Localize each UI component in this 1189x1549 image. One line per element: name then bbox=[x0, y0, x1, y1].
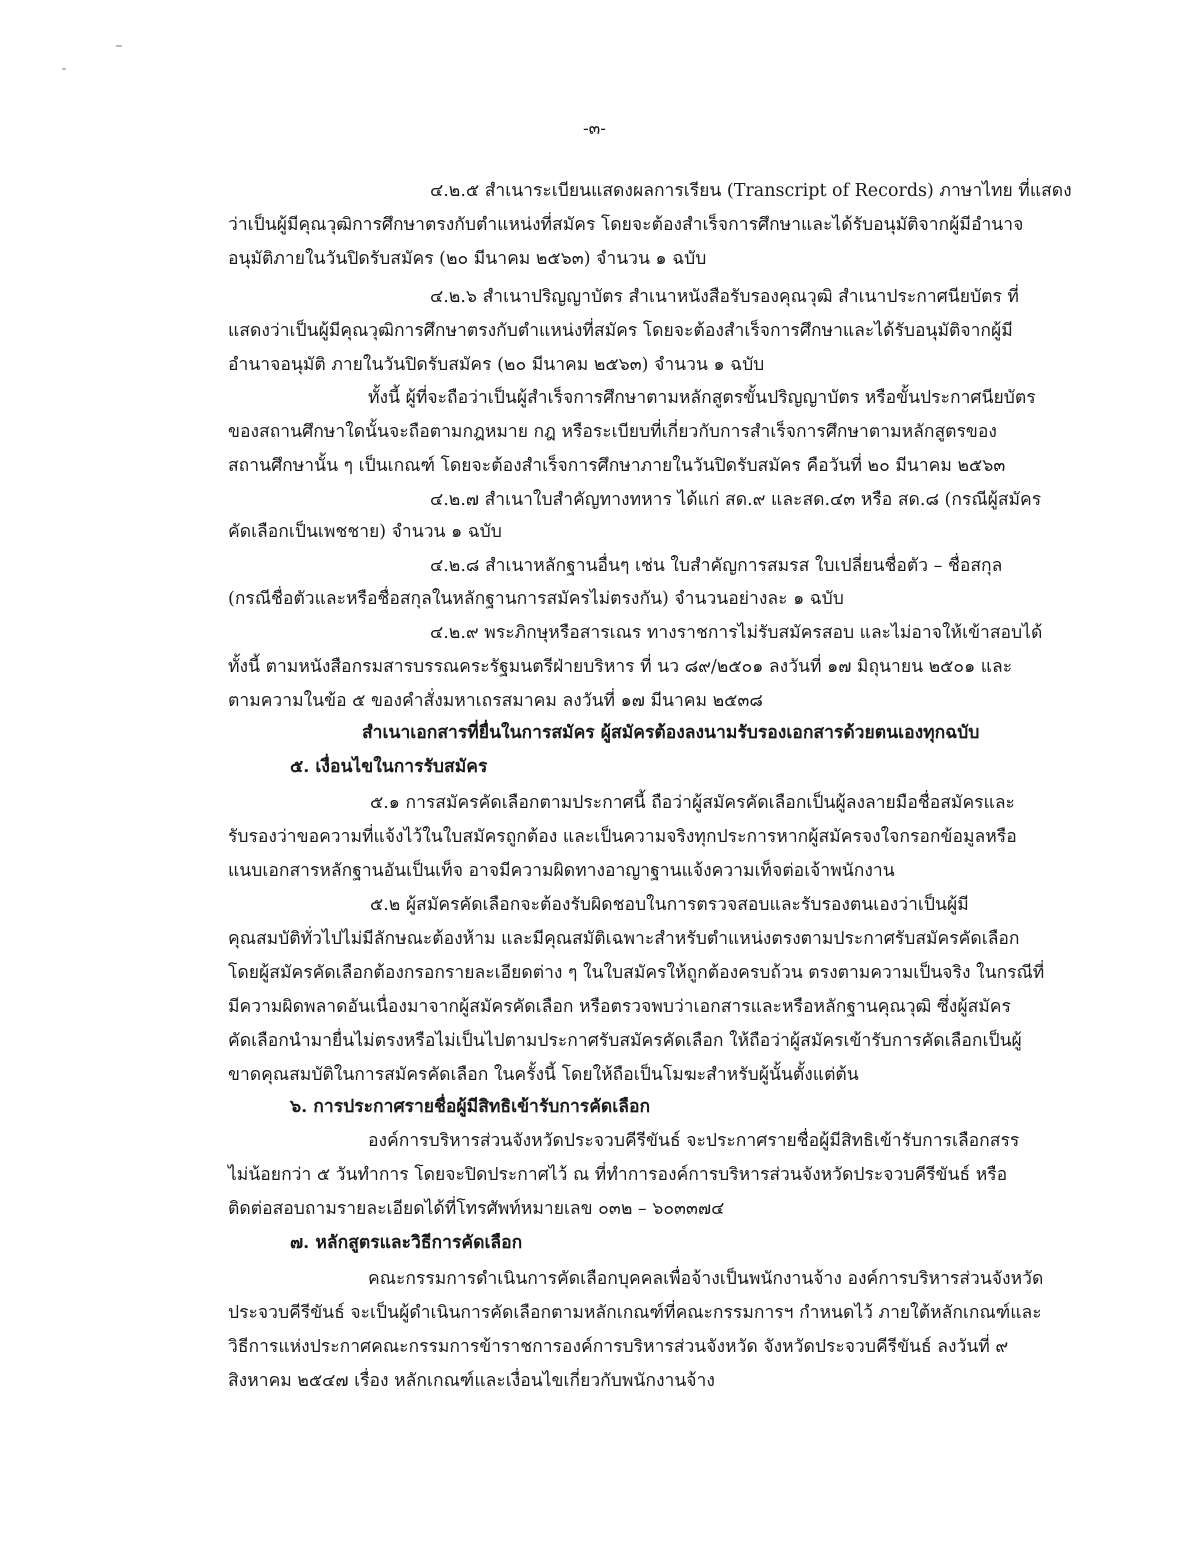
item-4-2-7-line-2: คัดเลือกเป็นเพชชาย) จำนวน ๑ ฉบับ bbox=[228, 522, 502, 542]
item-4-2-8-line-2: (กรณีชื่อตัวและหรือชื่อสกุลในหลักฐานการสมัครไม่ตรงกัน) จำนวนอย่างละ ๑ ฉบับ bbox=[228, 589, 844, 609]
para-7-line-4: สิงหาคม ๒๕๔๗ เรื่อง หลักเกณฑ์และเงื่อนไขเกี่ยวกับพนักงานจ้าง bbox=[228, 1371, 715, 1391]
para-6-line-3: ติดต่อสอบถามรายละเอียดได้ที่โทรศัพท์หมายเลข ๐๓๒ – ๖๐๓๓๗๔ bbox=[228, 1199, 725, 1219]
para-7-line-2: ประจวบคีรีขันธ์ จะเป็นผู้ดำเนินการคัดเลือกตามหลักเกณฑ์ที่คณะกรรมการฯ กำหนดไว้ ภายใต้หลักเกณฑ์และ bbox=[228, 1303, 1042, 1323]
para-7-line-1: คณะกรรมการดำเนินการคัดเลือกบุคคลเพื่อจ้างเป็นพนักงานจ้าง องค์การบริหารส่วนจังหวัด bbox=[368, 1269, 1044, 1289]
item-4-2-9-line-3: ตามความในข้อ ๕ ของคำสั่งมหาเถรสมาคม ลงวันที่ ๑๗ มีนาคม ๒๕๓๘ bbox=[228, 691, 763, 711]
heading-7: ๗. หลักสูตรและวิธีการคัดเลือก bbox=[290, 1233, 523, 1253]
item-4-2-8-line-1: ๔.๒.๘ สำเนาหลักฐานอื่นๆ เช่น ใบสำคัญการสมรส ใบเปลี่ยนชื่อตัว – ชื่อสกุล bbox=[430, 556, 1003, 576]
scan-speck bbox=[62, 68, 66, 70]
item-5-2-line-6: ขาดคุณสมบัติในการสมัครคัดเลือก ในครั้งนี้ โดยให้ถือเป็นโมฆะสำหรับผู้นั้นตั้งแต่ต้น bbox=[228, 1065, 859, 1085]
note-graduation-line-3: สถานศึกษานั้น ๆ เป็นเกณฑ์ โดยจะต้องสำเร็จการศึกษาภายในวันปิดรับสมัคร คือวันที่ ๒๐ มีนาคม ๒๕๖๓ bbox=[228, 456, 1006, 476]
para-6-line-1: องค์การบริหารส่วนจังหวัดประจวบคีรีขันธ์ จะประกาศรายชื่อผู้มีสิทธิเข้ารับการเลือกสรร bbox=[368, 1131, 1020, 1151]
item-4-2-6-line-3: อำนาจอนุมัติ ภายในวันปิดรับสมัคร (๒๐ มีนาคม ๒๕๖๓) จำนวน ๑ ฉบับ bbox=[228, 355, 765, 375]
note-graduation-line-2: ของสถานศึกษาใดนั้นจะถือตามกฎหมาย กฎ หรือระเบียบที่เกี่ยวกับการสำเร็จการศึกษาตามหลักสูตรของ bbox=[228, 422, 997, 442]
page-number: -๓- bbox=[582, 119, 607, 139]
scan-speck bbox=[116, 45, 122, 47]
para-7-line-3: วิธีการแห่งประกาศคณะกรรมการข้าราชการองค์การบริหารส่วนจังหวัด จังหวัดประจวบคีรีขันธ์ ลงวันที่ ๙ bbox=[228, 1337, 1009, 1357]
item-5-2-line-3: โดยผู้สมัครคัดเลือกต้องกรอกรายละเอียดต่าง ๆ ในใบสมัครให้ถูกต้องครบถ้วน ตรงตามความเป็นจริง ในกรณีที่ bbox=[228, 963, 1045, 983]
item-4-2-5-line-3: อนุมัติภายในวันปิดรับสมัคร (๒๐ มีนาคม ๒๕๖๓) จำนวน ๑ ฉบับ bbox=[228, 249, 707, 269]
item-5-2-line-5: คัดเลือกนำมายื่นไม่ตรงหรือไม่เป็นไปตามประกาศรับสมัครคัดเลือก ให้ถือว่าผู้สมัครเข้ารับการคัดเลือกเป็นผู้ bbox=[228, 1031, 1022, 1051]
item-4-2-5-line-1: ๔.๒.๕ สำเนาระเบียนแสดงผลการเรียน (Transcript of Records) ภาษาไทย ที่แสดง bbox=[430, 181, 1072, 201]
heading-5: ๕. เงื่อนไขในการรับสมัคร bbox=[290, 757, 488, 777]
item-5-1-line-3: แนบเอกสารหลักฐานอันเป็นเท็จ อาจมีความผิดทางอาญาฐานแจ้งความเท็จต่อเจ้าพนักงาน bbox=[228, 861, 895, 881]
item-5-1-line-1: ๕.๑ การสมัครคัดเลือกตามประกาศนี้ ถือว่าผู้สมัครคัดเลือกเป็นผู้ลงลายมือชื่อสมัครและ bbox=[370, 793, 1015, 813]
item-4-2-9-line-1: ๔.๒.๙ พระภิกษุหรือสารเณร ทางราชการไม่รับสมัครสอบ และไม่อาจให้เข้าสอบได้ bbox=[430, 623, 1043, 643]
note-graduation-line-1: ทั้งนี้ ผู้ที่จะถือว่าเป็นผู้สำเร็จการศึกษาตามหลักสูตรขั้นปริญญาบัตร หรือขั้นประกาศนียบัตร bbox=[368, 388, 1036, 408]
heading-6: ๖. การประกาศรายชื่อผู้มีสิทธิเข้ารับการคัดเลือก bbox=[290, 1097, 651, 1117]
certify-notice: สำเนาเอกสารที่ยื่นในการสมัคร ผู้สมัครต้องลงนามรับรองเอกสารด้วยตนเองทุกฉบับ bbox=[362, 723, 980, 743]
item-4-2-5-line-2: ว่าเป็นผู้มีคุณวุฒิการศึกษาตรงกับตำแหน่งที่สมัคร โดยจะต้องสำเร็จการศึกษาและได้รับอนุมัติจากผู้มีอำนาจ bbox=[228, 215, 1024, 235]
para-6-line-2: ไม่น้อยกว่า ๕ วันทำการ โดยจะปิดประกาศไว้ ณ ที่ทำการองค์การบริหารส่วนจังหวัดประจวบคีรีขันธ์ หรือ bbox=[228, 1165, 1008, 1185]
item-4-2-9-line-2: ทั้งนี้ ตามหนังสือกรมสารบรรณคระรัฐมนตรีฝ่ายบริหาร ที่ นว ๘๙/๒๕๐๑ ลงวันที่ ๑๗ มิถุนายน ๒๕๐๑ และ bbox=[228, 657, 1013, 677]
item-4-2-6-line-1: ๔.๒.๖ สำเนาปริญญาบัตร สำเนาหนังสือรับรองคุณวุฒิ สำเนาประกาศนียบัตร ที่ bbox=[430, 287, 1019, 307]
item-5-2-line-1: ๕.๒ ผู้สมัครคัดเลือกจะต้องรับผิดชอบในการตรวจสอบและรับรองตนเองว่าเป็นผู้มี bbox=[370, 895, 969, 915]
item-4-2-7-line-1: ๔.๒.๗ สำเนาใบสำคัญทางทหาร ได้แก่ สด.๙ และสด.๔๓ หรือ สด.๘ (กรณีผู้สมัคร bbox=[430, 490, 1042, 510]
item-5-2-line-2: คุณสมบัติทั่วไปไม่มีลักษณะต้องห้าม และมีคุณสมัติเฉพาะสำหรับตำแหน่งตรงตามประกาศรับสมัครคัดเลือก bbox=[228, 929, 1020, 949]
item-4-2-6-line-2: แสดงว่าเป็นผู้มีคุณวุฒิการศึกษาตรงกับตำแหน่งที่สมัคร โดยจะต้องสำเร็จการศึกษาและได้รับอนุมัติจากผู้มี bbox=[228, 321, 1013, 341]
item-5-1-line-2: รับรองว่าขอความที่แจ้งไว้ในใบสมัครถูกต้อง และเป็นความจริงทุกประการหากผู้สมัครจงใจกรอกข้อมูลหรือ bbox=[228, 827, 1017, 847]
item-5-2-line-4: มีความผิดพลาดอันเนื่องมาจากผู้สมัครคัดเลือก หรือตรวจพบว่าเอกสารและหรือหลักฐานคุณวุฒิ ซึ่งผู้สมัคร bbox=[228, 997, 1011, 1017]
